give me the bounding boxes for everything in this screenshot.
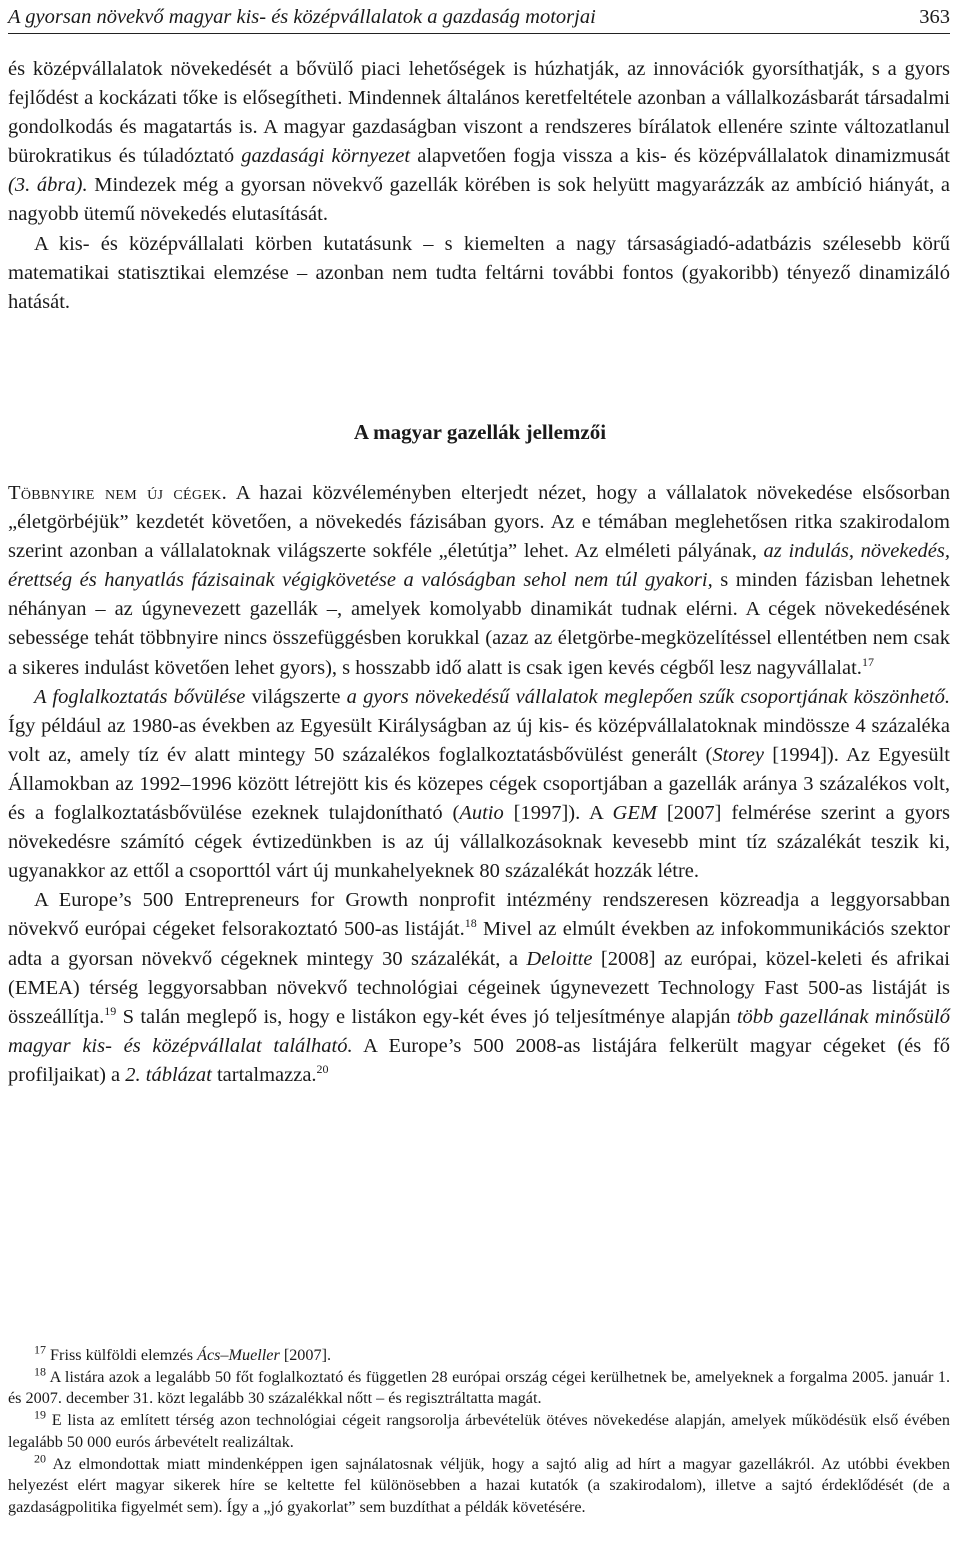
text-run: A Europe’s 500 2008-as listájára felkerült magyar cégeket (és fő profiljaikat) a <box>8 1034 950 1086</box>
paragraph <box>8 683 950 887</box>
footnote-number: 18 <box>34 1364 46 1379</box>
footnote-18 <box>8 1364 950 1410</box>
italic-phrase: a gyors növekedésű vállalatok meglepően szűk csoportjának köszönhető. <box>346 685 950 708</box>
footnote-19 <box>8 1407 950 1453</box>
text-run: tartalmazza. <box>211 1063 317 1086</box>
citation-author: GEM <box>612 802 657 825</box>
italic-phrase: több gazellának minősülő magyar kis- és középvállalat található. <box>8 1005 950 1057</box>
text-run: Mivel az elmúlt években az infokommunikációs szektor adta a gyorsan növekvő cégeknek mintegy 30 százalékát, a <box>8 918 950 970</box>
footnote-ref[interactable]: 17 <box>861 654 874 669</box>
italic-phrase: A foglalkoztatás bővülése <box>34 685 246 708</box>
citation-author: Storey <box>712 743 764 766</box>
paragraph: A kis- és középvállalati körben kutatásunk – s kiemelten a nagy társaságiadó-adatbázis szélesebb körű matematikai statisztikai elemzése – azonban nem tudta feltárni további fontos (gyakoribb) tényező dinamizáló hatását. <box>8 232 950 313</box>
text-run: Mindezek még a gyorsan növekvő gazellák körében is sok helyütt magyarázzák az ambíció hiányát, a nagyobb ütemű növekedés elutasítását. <box>8 174 950 226</box>
figure-reference: (3. ábra). <box>8 174 88 197</box>
table-reference: 2. táblázat <box>125 1063 212 1086</box>
text-run: A hazai közvéleményben elterjedt nézet, hogy a vállalatok növekedése elsősorban „életgörbéjük” kezdetét követően, a növekedés fázisában gyors. Az e témában meglehetősen ritka szakirodalom szerint azonban a vállalatoknak világszerte sokféle „életútja” lehet. Az elméleti pályának, <box>8 482 951 563</box>
intro-text <box>8 55 950 317</box>
paragraph <box>8 886 950 1090</box>
text-run: világszerte <box>245 685 347 708</box>
running-header <box>8 0 950 34</box>
footnote-ref[interactable]: 19 <box>104 1003 117 1018</box>
page-number: 363 <box>919 6 950 28</box>
text-run: E lista az említett térség azon technológiai cégeit rangsorolja árbevételük ötéves növekedése alapján, amelyek működésük első évében legalább 50 000 eurós árbevételt realizáltak. <box>8 1411 950 1451</box>
text-run: és középvállalatok növekedését a bővülő piaci lehetőségek is húzhatják, az innovációk gyorsíthatják, s a gyors fejlődést a kockázati tőke is elősegítheti. Mindennek általános keretfeltétele azonban a vállalkozásbarát társadalmi gondolkodás és magatartás is. A magyar gazdaságban viszont a rendszeres bírálatok ellenére szinte változatlanul bürokratikus és túladóztató <box>8 58 950 168</box>
paragraph <box>8 479 950 683</box>
text-run: [2008] az európai, közel-keleti és afrikai (EMEA) térség leggyorsabban növekvő technológiai cégeinek úgynevezett Technology Fast 500-as listáját is összeállítja. <box>8 947 950 1028</box>
footnote-20 <box>8 1451 950 1519</box>
text-run: [1994]). Az Egyesült Államokban az 1992–1996 között létrejött kis és közepes cégek csoportjában a gazellák aránya 3 százalékos volt, és a foglalkoztatásbővülése ezeknek tulajdonítható ( <box>8 743 950 825</box>
text-run: Az elmondottak miatt mindenképpen igen sajnálatosnak véljük, hogy a sajtó alig ad hírt a magyar gazellákról. Az utóbbi években helyezést elért magyar sikerek híre se keltette fel különösebben a hazai kutatók (a szakirodalom), illetve a sajtó érdeklődését (de a gazdaságpolitika figyelmét sem). Így a „jó gyakorlat” sem buzdíthat a példák követésére. <box>8 1454 950 1516</box>
text-run: alapvetően fogja vissza a kis- és középvállalatok dinamizmusát <box>410 145 951 168</box>
italic-phrase: az indulás, növekedés, érettség és hanyatlás fázisainak végigkövetése a valóságban sehol nem túl gyakori, <box>8 540 950 592</box>
text-run: [2007] felmérése szerint a gyors növekedésre számító cégek évtizedünkben is az új vállalkozásoknak kevesebb mint tíz százalékát teszik ki, ugyanakkor az ettől a csoporttól várt új munkahelyeknek 80 százalékát hozzák létre. <box>8 802 950 883</box>
footnote-ref[interactable]: 18 <box>464 916 477 931</box>
paragraph-label: Többnyire nem új cégek. <box>8 482 228 504</box>
footnote-17 <box>8 1342 950 1367</box>
running-title: A gyorsan növekvő magyar kis- és középvállalatok a gazdaság motorjai <box>8 6 596 28</box>
text-run: A Europe’s 500 Entrepreneurs for Growth nonprofit intézmény rendszeresen közreadja a leggyorsabban növekvő európai cégeket felsorakoztató 500-as listáját. <box>8 889 950 941</box>
text-run: Így például az 1980-as években az Egyesült Királyságban az új kis- és középvállalatoknak mindössze 4 százaléka volt az, amely tíz év alatt mintegy 50 százalékos foglalkoztatásbővülést generált ( <box>8 714 950 766</box>
footnotes <box>8 1342 950 1519</box>
text-run: [2007]. <box>279 1346 332 1364</box>
citation-author: Autio <box>459 802 504 825</box>
text-run: s minden fázisban lehetnek néhányan – az úgynevezett gazellák –, amelyek komolyabb dinamikát tudnak elérni. A cégek növekedésének sebessége tehát többnyire nincs összefüggésben korukkal (azaz az életgörbe-megközelítéssel ellentétben nem csak a sikeres indulást követően lehet gyors), s hosszabb idő alatt is csak igen kevés cégből lesz nagyvállalat. <box>8 569 950 679</box>
text-run: [1997]). A <box>503 802 613 825</box>
citation-author: Ács–Mueller <box>197 1346 280 1364</box>
italic-term: gazdasági környezet <box>241 145 411 168</box>
footnote-number: 17 <box>34 1342 46 1357</box>
footnote-number: 20 <box>34 1451 46 1466</box>
section-heading: A magyar gazellák jellemzői <box>353 420 607 444</box>
citation-author: Deloitte <box>526 947 593 970</box>
text-run: S talán meglepő is, hogy e listákon egy-két éves jó teljesítménye alapján <box>116 1005 737 1028</box>
footnote-ref[interactable]: 20 <box>316 1062 329 1077</box>
footnote-number: 19 <box>34 1407 46 1422</box>
section-body <box>8 479 950 1090</box>
text-run: Friss külföldi elemzés <box>46 1346 198 1364</box>
paragraph <box>8 55 950 230</box>
text-run: A listára azok a legalább 50 főt foglalkoztató és független 28 európai ország cégei kerülhetnek be, amelyeknek a forgalma 2005. január 1. és 2007. december 31. közt legalább 30 százalékkal nőtt – és regisztráltatta magát. <box>8 1367 950 1408</box>
